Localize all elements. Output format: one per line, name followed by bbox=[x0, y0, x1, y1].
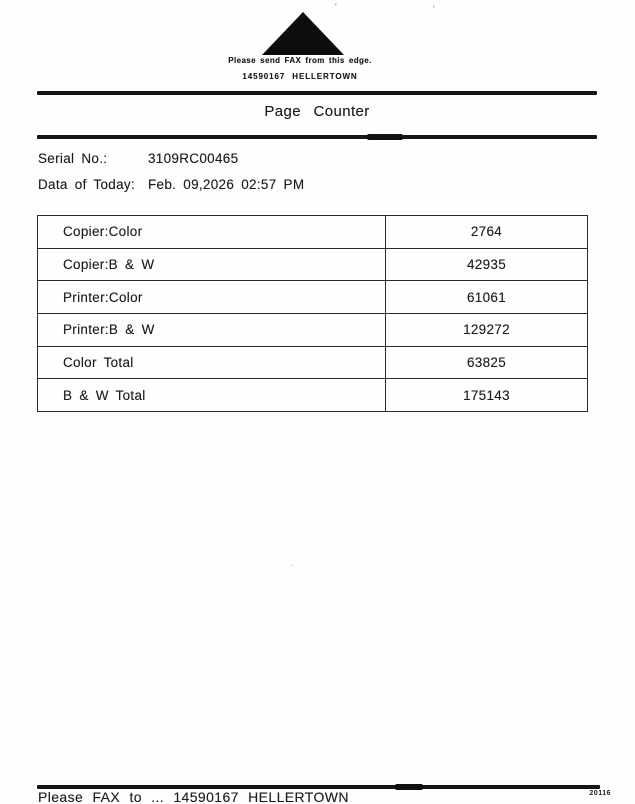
fax-edge-triangle-icon bbox=[262, 12, 344, 55]
scan-speck: . bbox=[291, 558, 294, 569]
table-row-copier-bw bbox=[38, 249, 587, 282]
fax-to-line: Please FAX to ... 14590167 HELLERTOWN bbox=[38, 789, 349, 804]
table-row-copier-color bbox=[38, 216, 587, 249]
serial-number-label: Serial No.: bbox=[38, 151, 108, 166]
table-row-printer-bw bbox=[38, 314, 587, 347]
counter-label: Copier:Color bbox=[38, 216, 386, 248]
counter-label: Printer:Color bbox=[38, 281, 386, 313]
serial-number-value: 3109RC00465 bbox=[148, 151, 239, 166]
fax-id-line: 14590167 HELLERTOWN bbox=[242, 72, 358, 81]
scan-speck: ' bbox=[335, 2, 337, 12]
counter-value: 2764 bbox=[470, 224, 503, 240]
table-row-color-total bbox=[38, 347, 587, 380]
scan-ink-blob bbox=[367, 134, 403, 140]
divider-top bbox=[37, 91, 597, 95]
counter-value: 129272 bbox=[463, 322, 510, 338]
counter-value: 63825 bbox=[466, 355, 507, 371]
date-label: Data of Today: bbox=[38, 177, 136, 192]
counter-label: B & W Total bbox=[38, 379, 386, 411]
date-row bbox=[38, 177, 304, 192]
scan-speck: ' bbox=[433, 4, 435, 14]
device-info bbox=[38, 151, 304, 203]
table-row-printer-color bbox=[38, 281, 587, 314]
page-counter-table bbox=[37, 215, 588, 412]
divider-under-title bbox=[37, 135, 597, 139]
page-title: Page Counter bbox=[264, 103, 370, 120]
counter-value: 42935 bbox=[466, 257, 507, 272]
counter-label: Printer:B & W bbox=[38, 314, 386, 346]
table-row-bw-total bbox=[38, 379, 587, 411]
counter-value: 175143 bbox=[463, 387, 510, 403]
serial-number-row bbox=[38, 151, 304, 166]
scan-ink-blob bbox=[395, 784, 423, 790]
fax-edge-note: Please send FAX from this edge. bbox=[228, 56, 372, 65]
fax-page-mark: 20116 bbox=[589, 790, 611, 797]
counter-label: Color Total bbox=[38, 347, 386, 379]
date-value: Feb. 09,2026 02:57 PM bbox=[148, 177, 305, 192]
counter-label: Copier:B & W bbox=[38, 249, 386, 281]
counter-value: 61061 bbox=[466, 289, 507, 305]
